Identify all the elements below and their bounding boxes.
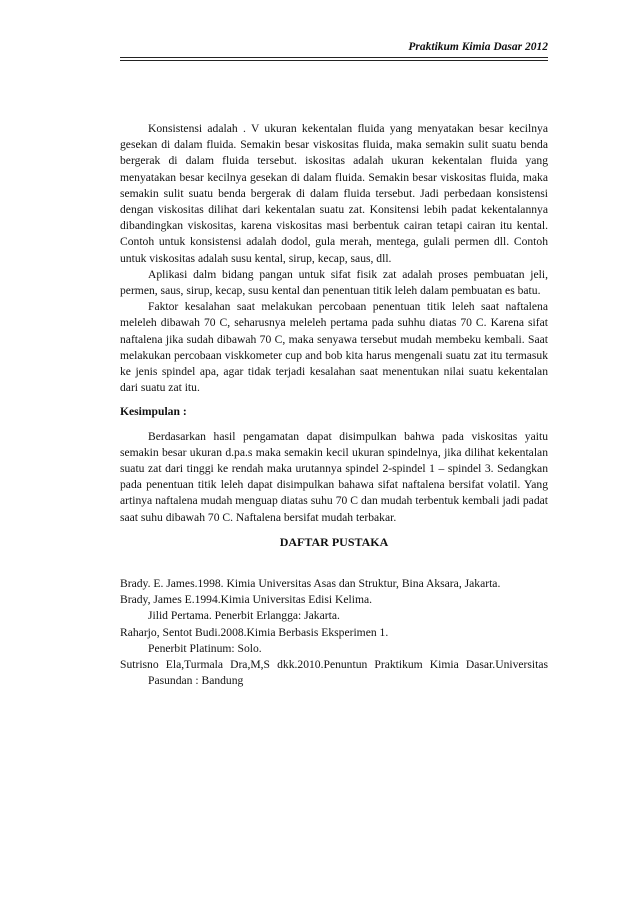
reference-text: Sutrisno Ela,Turmala Dra,M,S dkk.2010.Penuntun Praktikum Kimia Dasar.Universitas Pasundan : Bandung <box>120 658 548 688</box>
reference-item-1 <box>120 576 548 592</box>
reference-continuation: Penerbit Platinum: Solo. <box>148 641 262 655</box>
header-rule <box>120 57 548 61</box>
reference-item-2 <box>120 592 548 624</box>
reference-text: Raharjo, Sentot Budi.2008.Kimia Berbasis Eksperimen 1. <box>120 625 389 639</box>
document-body <box>120 121 548 690</box>
discussion-paragraph-3: Faktor kesalahan saat melakukan percobaan penentuan titik leleh saat naftalena meleleh dibawah 70 C, seharusnya meleleh pertama pada suhhu diatas 70 C. Karena sifat naftalena jika sudah dibawah 70 C, maka senyawa tersebut mudah membeku kembali. Saat melakukan percobaan viskkometer cup and bob kita harus mengenali suatu zat itu termasuk ke jenis spindel apa, agar tidak terjadi kesalahan saat menentukan nilai suatu kekentalan dari suatu zat itu. <box>120 300 548 395</box>
reference-text: Brady, James E.1994.Kimia Universitas Edisi Kelima. <box>120 593 373 607</box>
conclusion-heading: Kesimpulan : <box>120 405 187 419</box>
reference-continuation: Jilid Pertama. Penerbit Erlangga: Jakarta. <box>148 609 340 623</box>
running-header: Praktikum Kimia Dasar 2012 <box>408 41 548 53</box>
reference-text: Brady. E. James.1998. Kimia Universitas Asas dan Struktur, Bina Aksara, Jakarta. <box>120 577 501 591</box>
discussion-paragraph-1: Konsistensi adalah . V ukuran kekentalan fluida yang menyatakan besar kecilnya gesekan di dalam fluida. Semakin besar viskositas fluida, maka semakin sulit suatu benda bergerak di dalam fluida tersebut. iskositas adalah ukuran kekentalan fluida yang menyatakan besar kecilnya gesekan di dalam fluida. Semakin besar viskositas fluida, maka semakin sulit suatu benda bergerak di dalam fluida tersebut. Jadi perbedaan konsistensi dengan viskositas dilihat dari kekentalan suatu zat. Konsitensi lebih padat kekentalannya dibandingkan viskositas, karena viskositas masi berbentuk cairan tetapi cairan itu kental. Contoh untuk konsistensi adalah dodol, gula merah, mentega, gulali permen dll. Contoh untuk viskositas adalah susu kental, sirup, kecap, saus, dll. <box>120 122 548 265</box>
reference-item-3 <box>120 625 548 657</box>
references-heading: DAFTAR PUSTAKA <box>279 534 389 549</box>
reference-item-4 <box>120 657 548 689</box>
discussion-paragraph-2: Aplikasi dalm bidang pangan untuk sifat fisik zat adalah proses pembuatan jeli, permen, saus, sirup, kecap, susu kental dan penentuan titik leleh dalam pembuatan es batu. <box>120 267 548 298</box>
conclusion-paragraph: Berdasarkan hasil pengamatan dapat disimpulkan bahwa pada viskositas yaitu semakin besar ukuran d.pa.s maka semakin kecil ukuran spindelnya, jika dilihat kekentalan suatu zat dari tinggi ke rendah maka urutannya spindel 2-spindel 1 – spindel 3. Sedangkan pada penentuan titik leleh dapat disimpulkan bahawa sifat naftalena bersifat volatil. Yang artinya naftalena mudah menguap diatas suhu 70 C dan mudah terbentuk kembali jadi padat saat suhu dibawah 70 C. Naftalena bersifat mudah terbakar. <box>120 429 548 524</box>
